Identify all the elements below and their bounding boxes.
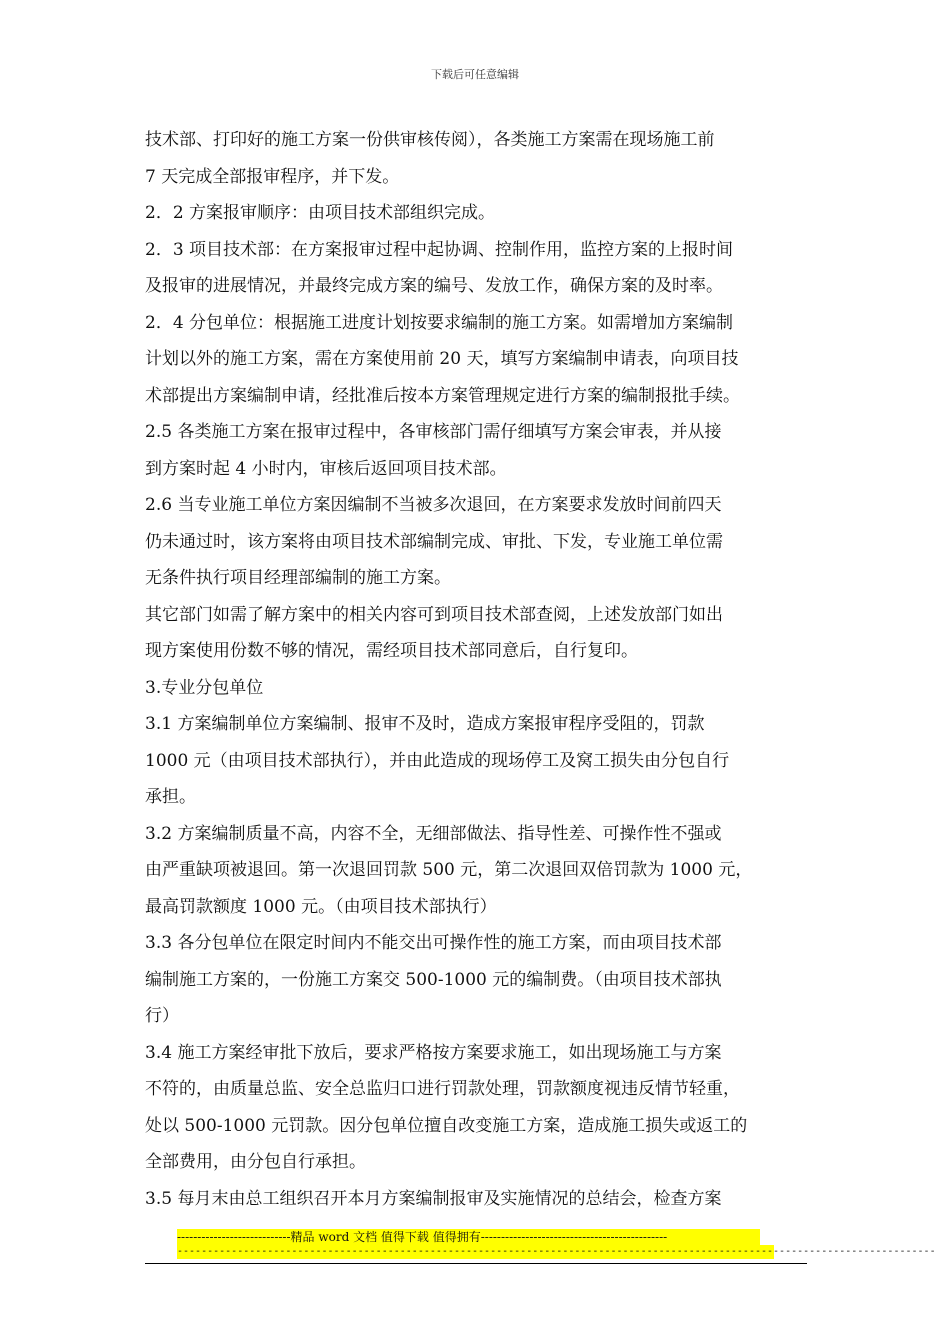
footer-banner-line-2: ------------------------------------------------------------------------------------------------------------------------------ — [177, 1246, 936, 1257]
text-line: 3.1 方案编制单位方案编制、报审不及时，造成方案报审程序受阻的，罚款 — [145, 714, 705, 734]
text-line: 无条件执行项目经理部编制的施工方案。 — [145, 568, 451, 588]
text-line: 3.5 每月末由总工组织召开本月方案编制报审及实施情况的总结会，检查方案 — [145, 1188, 722, 1209]
text-line: 7 天完成全部报审程序，并下发。 — [145, 166, 400, 187]
text-line: 技术部、打印好的施工方案一份供审核传阅），各类施工方案需在现场施工前 — [145, 130, 715, 150]
text-line: 3.2 方案编制质量不高，内容不全，无细部做法、指导性差、可操作性不强或 — [145, 823, 722, 844]
text-line: 2.6 当专业施工单位方案因编制不当被多次退回，在方案要求发放时间前四天 — [145, 495, 722, 515]
text-line: 仍未通过时，该方案将由项目技术部编制完成、审批、下发，专业施工单位需 — [145, 531, 723, 552]
text-line: 2.5 各类施工方案在报审过程中，各审核部门需仔细填写方案会审表，并从接 — [145, 422, 722, 442]
text-line: 3.3 各分包单位在限定时间内不能交出可操作性的施工方案，而由项目技术部 — [145, 933, 722, 953]
text-line: 现方案使用份数不够的情况，需经项目技术部同意后，自行复印。 — [145, 641, 638, 661]
text-line: 2．3 项目技术部：在方案报审过程中起协调、控制作用，监控方案的上报时间 — [145, 239, 734, 260]
page-header: 下载后可任意编辑 — [431, 68, 519, 81]
text-line: 行） — [145, 1006, 179, 1026]
text-line: 1000 元（由项目技术部执行），并由此造成的现场停工及窝工损失由分包自行 — [145, 750, 730, 771]
text-line: 全部费用，由分包自行承担。 — [145, 1152, 366, 1172]
footer-divider — [145, 1263, 807, 1264]
text-line: 及报审的进展情况，并最终完成方案的编号、发放工作，确保方案的及时率。 — [145, 276, 723, 296]
text-line: 到方案时起 4 小时内，审核后返回项目技术部。 — [145, 458, 507, 479]
text-line: 最高罚款额度 1000 元。（由项目技术部执行） — [145, 896, 497, 917]
text-line: 其它部门如需了解方案中的相关内容可到项目技术部查阅，上述发放部门如出 — [145, 604, 723, 625]
footer-banner-line-1: ----------------------------精品 word 文档 值得下载 值得拥有---------------------------------------------- — [177, 1229, 760, 1245]
text-line: 术部提出方案编制申请，经批准后按本方案管理规定进行方案的编制报批手续。 — [145, 385, 740, 406]
text-line: 编制施工方案的，一份施工方案交 500-1000 元的编制费。（由项目技术部执 — [145, 969, 722, 990]
section-heading: 3.专业分包单位 — [145, 677, 264, 698]
text-line: 承担。 — [145, 787, 196, 807]
text-line: 由严重缺项被退回。第一次退回罚款 500 元，第二次退回双倍罚款为 1000 元， — [145, 860, 753, 880]
text-line: 2．4 分包单位：根据施工进度计划按要求编制的施工方案。如需增加方案编制 — [145, 312, 734, 333]
text-line: 不符的，由质量总监、安全总监归口进行罚款处理，罚款额度视违反情节轻重， — [145, 1079, 740, 1099]
text-line: 2．2 方案报审顺序：由项目技术部组织完成。 — [145, 203, 496, 223]
text-line: 计划以外的施工方案，需在方案使用前 20 天，填写方案编制申请表，向项目技 — [145, 349, 739, 369]
document-body — [145, 122, 810, 1217]
text-line: 3.4 施工方案经审批下放后，要求严格按方案要求施工，如出现场施工与方案 — [145, 1042, 722, 1063]
text-line: 处以 500-1000 元罚款。因分包单位擅自改变施工方案，造成施工损失或返工的 — [145, 1115, 748, 1136]
